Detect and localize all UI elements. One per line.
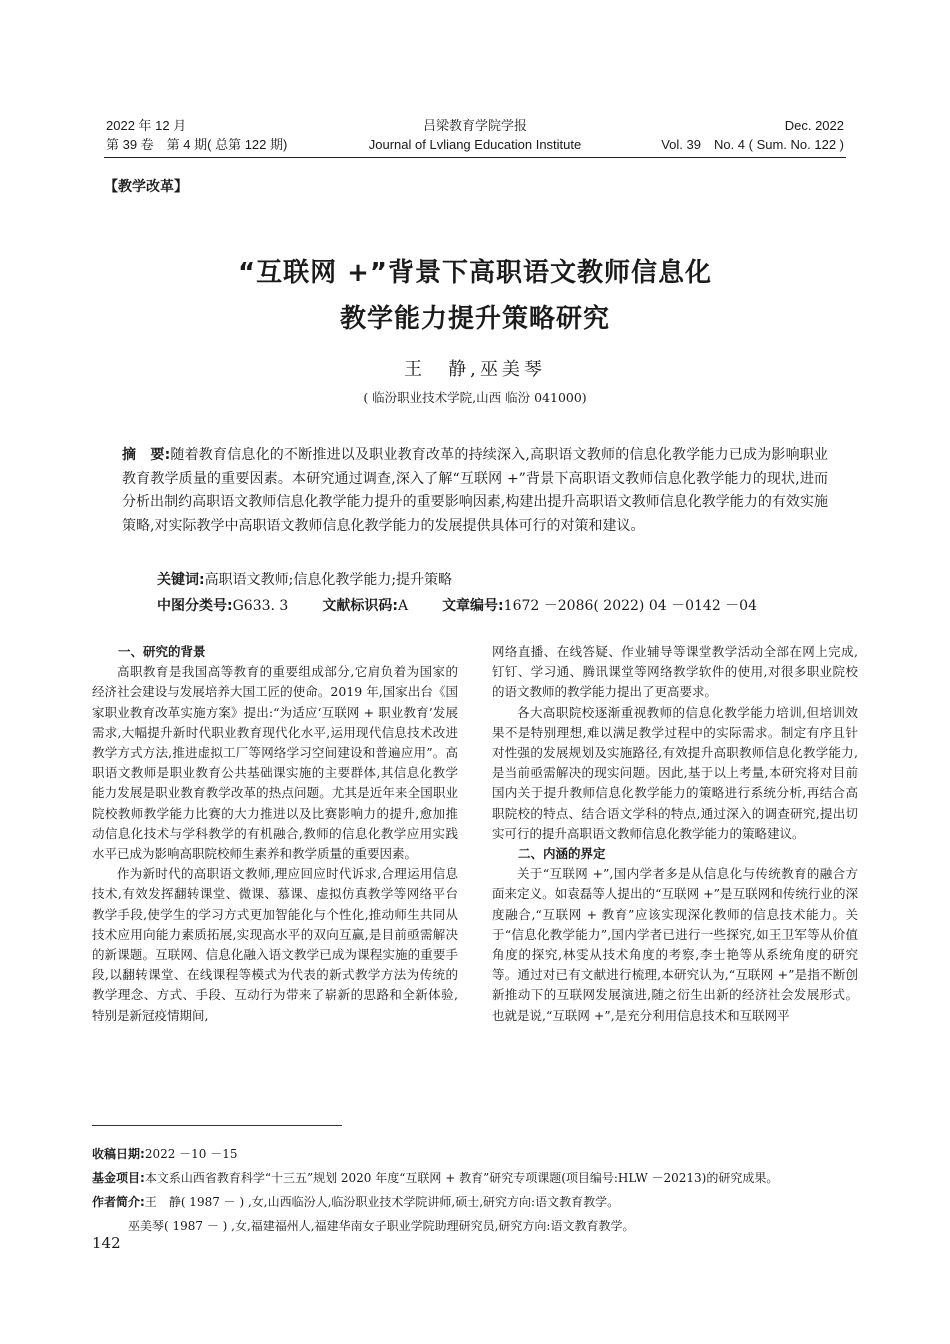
body-paragraph: 高职教育是我国高等教育的重要组成部分,它肩负着为国家的经济社会建设与发展培养大国工匠的使命。2019 年,国家出台《国家职业教育改革实施方案》提出:“为适应‘互联网 + 职业教育’发展需求,大幅提升新时代职业教育现代化水平,运用现代信息技术改进教学方式方法,推进虚拟工厂等网络学习空间建设和普遍应用”。高职语文教师是职业教育公共基础课实施的主要群体,其信息化教学能力发展是职业教育教学改革的热点问题。尤其是近年来全国职业院校教师教学能力比赛的大力推进以及比赛影响力的提升,愈加推动信息化技术与学科教学的有机融合,教师的信息化教学应用实践水平已成为影响高职院校师生素养和教学质量的重要因素。 [92,664,458,862]
page-number: 142 [92,1234,121,1252]
header-divider [104,157,846,158]
footnote-received [92,1142,862,1166]
header-volume-en: Vol. 39 No. 4 ( Sum. No. 122 ) [661,137,844,152]
title-line-1: “互联网 +”背景下高职语文教师信息化 [237,258,712,288]
fund-value: 本文系山西省教育科学“十三五”规划 2020 年度“互联网 + 教育”研究专项课题(项目编号:HLW －20213)的研究成果。 [144,1171,779,1185]
body-paragraph: 网络直播、在线答疑、作业辅导等课堂教学活动全部在网上完成,钉钉、学习通、腾讯课堂等网络教学软件的使用,对很多职业院校的语文教师的教学能力提出了更高要求。 [492,644,858,700]
abstract-text: 随着教育信息化的不断推进以及职业教育改革的持续深入,高职语文教师的信息化教学能力已成为影响职业教育教学质量的重要因素。本研究通过调查,深入了解“互联网 +”背景下高职语文教师信息化教学能力的现状,进而分析出制约高职语文教师信息化教学能力提升的重要影响因素,构建出提升高职语文教师信息化教学能力的有效实施策略,对实际教学中高职语文教师信息化教学能力的发展提供具体可行的对策和建议。 [122,447,828,534]
author-label: 作者简介: [92,1195,145,1209]
header-issue-info [106,116,287,154]
author-affiliation: ( 临汾职业技术学院,山西 临汾 041000) [363,390,587,405]
keywords-label: 关键词: [157,572,205,588]
header-journal-cn: 吕梁教育学院学报 [422,118,527,133]
title-line-2: 教学能力提升策略研究 [339,304,610,334]
header-journal-name [300,116,650,154]
author-2-bio: 巫美琴( 1987 － ) ,女,福建福州人,福建华南女子职业学院助理研究员,研究方向:语文教育教学。 [128,1219,635,1233]
header-date-en: Dec. 2022 [784,118,844,133]
author-names: 王 静,巫美琴 [404,359,546,380]
body-paragraph: 关于“互联网 +”,国内学者多是从信息化与传统教育的融合方面来定义。如袁磊等人提出的“互联网 +”是互联网和传统行业的深度融合,“互联网 + 教育”应该实现深化教师的信息技术能力。关于“信息化教学能力”,国内学者已进行一些探究,如王卫军等从价值角度的探究,林雯从技术角度的考察,李士艳等从系统角度的研究等。通过对已有文献进行梳理,本研究认为,“互联网 +”是指不断创新推动下的互联网发展演进,随之衍生出新的经济社会发展形式。也就是说,“互联网 +”,是充分利用信息技术和互联网平 [492,866,858,1023]
received-value: 2022 －10 －15 [144,1147,238,1161]
received-label: 收稿日期: [92,1147,145,1161]
body-column-right [492,642,858,1026]
footnote-fund [92,1166,862,1190]
section-heading: 一、研究的背景 [118,644,206,659]
footnote-author [92,1190,862,1214]
abstract [122,444,828,538]
keywords [157,569,452,591]
fund-label: 基金项目: [92,1171,145,1185]
section-tag: 【教学改革】 [104,179,188,195]
footnotes [92,1142,862,1238]
doc-code-value: A [397,598,409,614]
keywords-text: 高职语文教师;信息化教学能力;提升策略 [204,572,453,588]
body-column-left [92,642,458,1026]
clc-value: G633. 3 [232,598,289,614]
abstract-label: 摘 要: [122,447,171,463]
header-date: 2022 年 12 月 [106,118,187,133]
classification-line [157,595,757,617]
footnote-divider [92,1125,342,1126]
doc-code-label: 文献标识码: [322,598,398,614]
body-paragraph: 作为新时代的高职语文教师,理应回应时代诉求,合理运用信息技术,有效发挥翻转课堂、微课、慕课、虚拟仿真教学等网络平台教学手段,使学生的学习方式更加智能化与个性化,推动师生共同从技术应用向能力素质拓展,实现高水平的双向互赢,是目前亟需解决的新课题。互联网、信息化融入语文教学已成为课程实施的重要手段,以翻转课堂、在线课程等模式为代表的新式教学方法为传统的教学理念、方式、手段、互动行为带来了崭新的思路和全新体验,特别是新冠疫情期间, [92,866,458,1023]
header-journal-en: Journal of Lvliang Education Institute [368,137,582,152]
article-number-label: 文章编号: [442,598,504,614]
article-number-value: 1672 －2086( 2022) 04 －0142 －04 [503,598,757,614]
author-1-bio: 王 静( 1987 － ) ,女,山西临汾人,临汾职业技术学院讲师,硕士,研究方向:语文教育教学。 [144,1195,620,1209]
header-issue-info-en [661,116,844,154]
body-paragraph: 各大高职院校逐渐重视教师的信息化教学能力培训,但培训效果不是特别理想,难以满足教学过程中的实际需求。制定有序且针对性强的发展规划及实施路径,有效提升高职教师信息化教学能力,是当前亟需解决的现实问题。因此,基于以上考量,本研究将对目前国内关于提升教师信息化教学能力的策略进行系统分析,再结合高职院校的特点、结合语文学科的特点,通过深入的调查研究,提出切实可行的提升高职语文教师信息化教学能力的策略建议。 [492,704,858,841]
section-heading: 二、内涵的界定 [518,846,606,862]
clc-label: 中图分类号: [157,598,233,614]
header-volume: 第 39 卷 第 4 期( 总第 122 期) [106,137,288,152]
article-title [100,250,850,342]
